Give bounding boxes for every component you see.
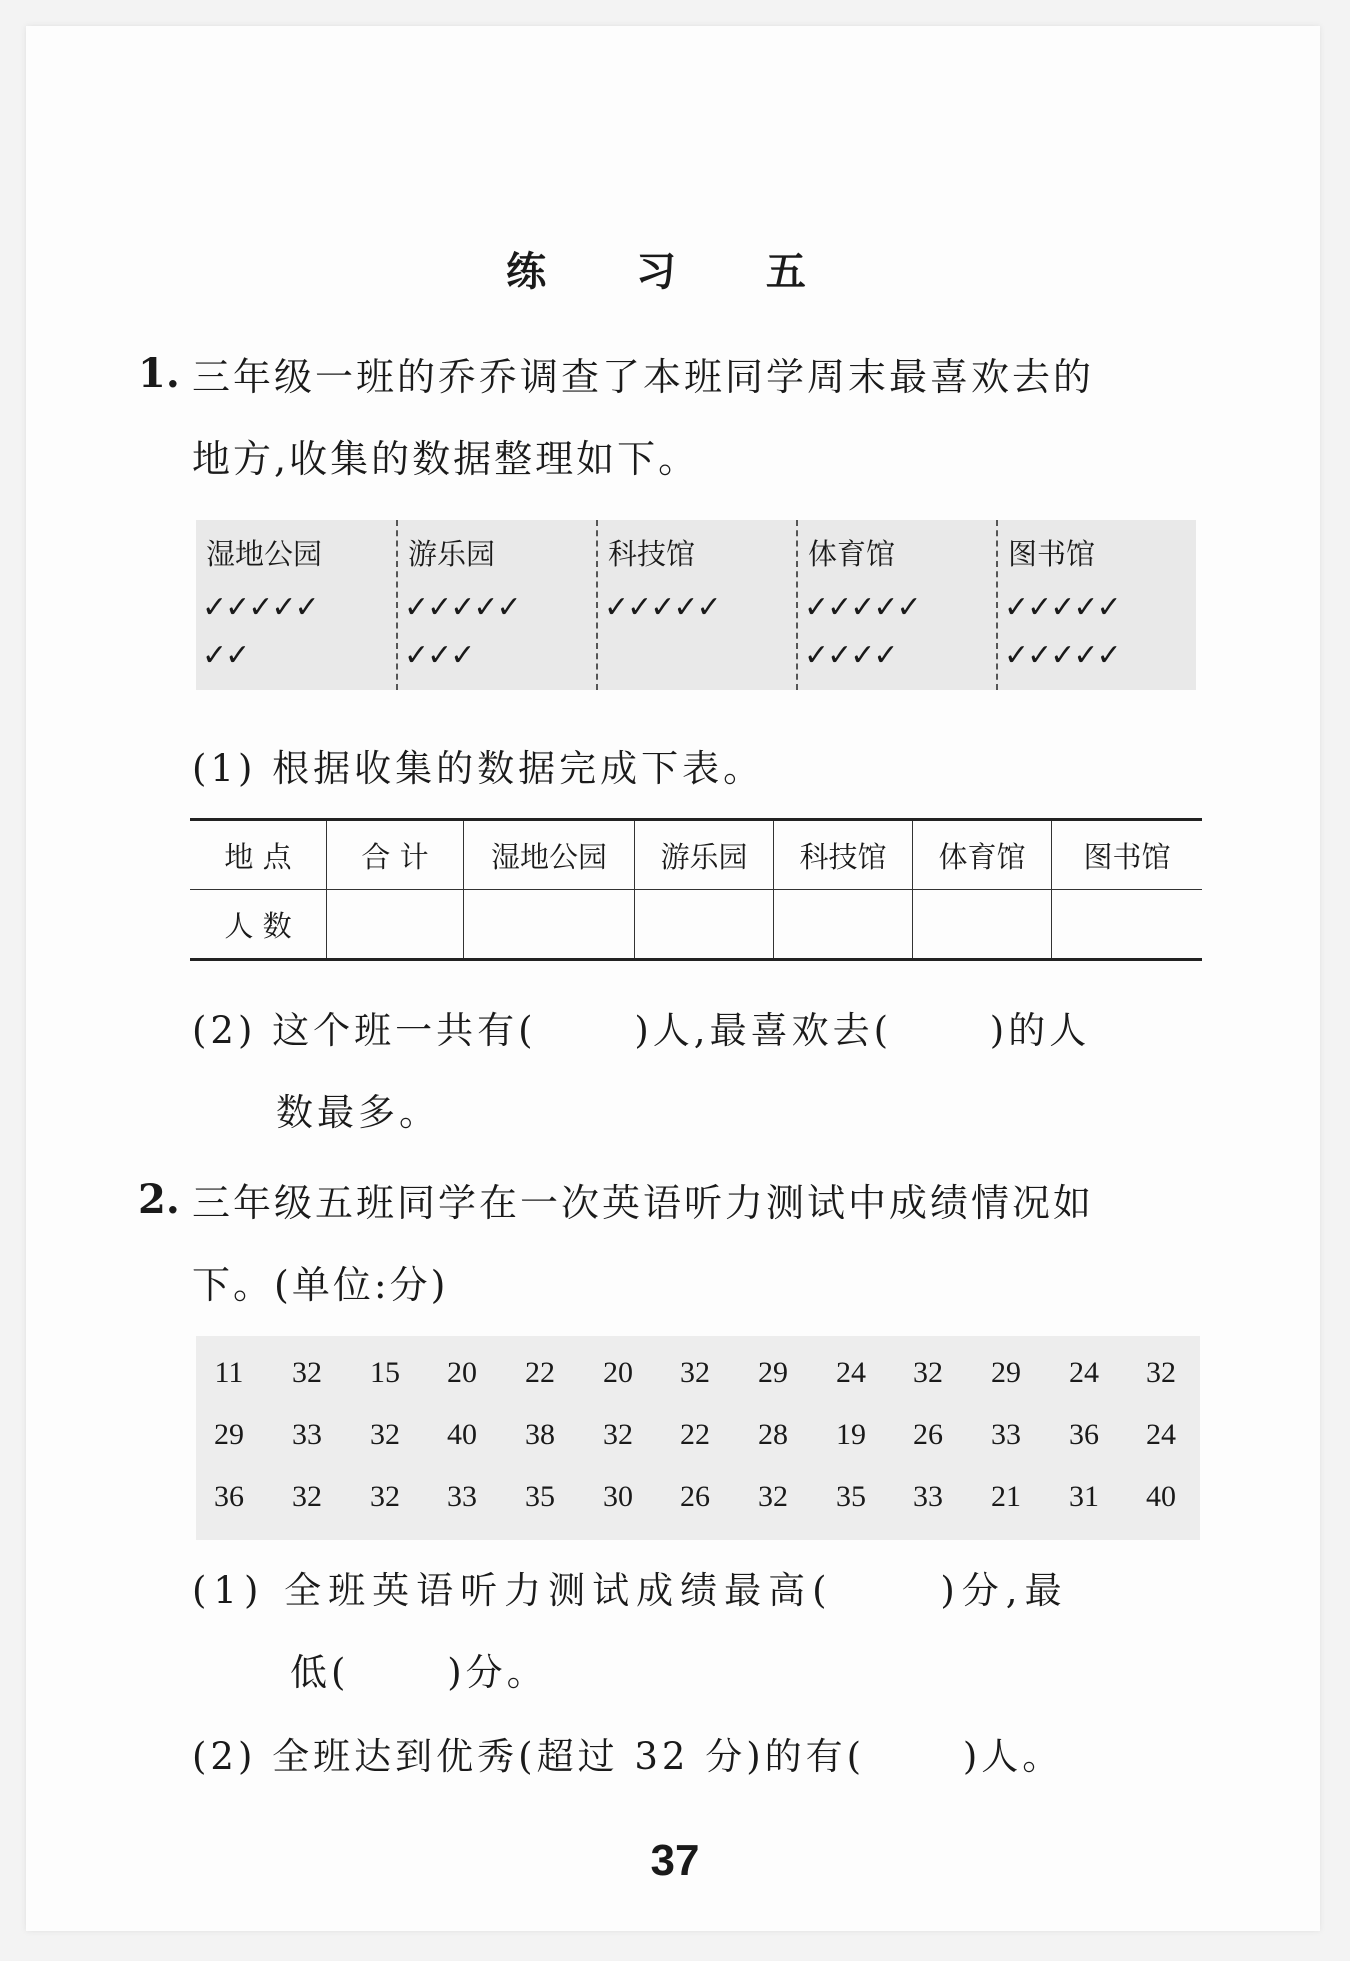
table-header-cell: 游乐园 xyxy=(635,820,774,890)
survey-place-name: 湿地公园 xyxy=(206,537,323,571)
score-value: 29 xyxy=(758,1356,788,1389)
survey-place-name: 体育馆 xyxy=(808,537,896,571)
score-value: 36 xyxy=(214,1480,244,1513)
survey-column xyxy=(996,520,1198,690)
score-value: 32 xyxy=(292,1356,322,1389)
tally-marks: ✓✓✓✓✓ xyxy=(1004,590,1120,625)
score-value: 19 xyxy=(836,1418,866,1451)
question-2-text-line1: 三年级五班同学在一次英语听力测试中成绩情况如 xyxy=(192,1181,1095,1225)
tally-marks: ✓✓✓✓✓ xyxy=(1004,638,1120,673)
question-1-text-line1: 三年级一班的乔乔调查了本班同学周末最喜欢去的 xyxy=(192,355,1095,399)
question-1-part-2-line2: 数最多。 xyxy=(276,1091,440,1134)
score-value: 32 xyxy=(370,1480,400,1513)
score-value: 32 xyxy=(603,1418,633,1451)
answer-cell[interactable] xyxy=(635,890,774,960)
score-value: 35 xyxy=(525,1480,555,1513)
worksheet-page xyxy=(26,26,1320,1931)
score-value: 40 xyxy=(447,1418,477,1451)
summary-table xyxy=(190,818,1202,961)
score-value: 29 xyxy=(214,1418,244,1451)
question-2-number: 2. xyxy=(138,1176,180,1223)
question-2-part-1-line1: (1) 全班英语听力测试成绩最高( )分,最 xyxy=(192,1569,1069,1612)
tally-marks: ✓✓✓✓✓ xyxy=(604,590,720,625)
score-value: 22 xyxy=(680,1418,710,1451)
answer-cell[interactable] xyxy=(464,890,635,960)
tally-marks: ✓✓✓✓✓ xyxy=(404,590,520,625)
score-value: 36 xyxy=(1069,1418,1099,1451)
survey-place-name: 科技馆 xyxy=(608,537,696,571)
score-value: 20 xyxy=(603,1356,633,1389)
score-value: 32 xyxy=(913,1356,943,1389)
score-value: 24 xyxy=(1146,1418,1176,1451)
score-value: 24 xyxy=(1069,1356,1099,1389)
tally-marks: ✓✓✓✓✓ xyxy=(202,590,318,625)
answer-cell[interactable] xyxy=(913,890,1052,960)
score-value: 33 xyxy=(447,1480,477,1513)
question-1-part-2-line1: (2) 这个班一共有( )人,最喜欢去( )的人 xyxy=(192,1009,1091,1052)
score-value: 28 xyxy=(758,1418,788,1451)
score-value: 11 xyxy=(214,1356,244,1389)
survey-place-name: 图书馆 xyxy=(1008,537,1096,571)
score-row xyxy=(196,1356,1200,1412)
table-header-cell: 图书馆 xyxy=(1052,820,1203,890)
tally-marks: ✓✓✓✓✓ xyxy=(804,590,920,625)
question-2-part-2: (2) 全班达到优秀(超过 32 分)的有( )人。 xyxy=(192,1735,1064,1778)
answer-cell[interactable] xyxy=(774,890,913,960)
score-value: 24 xyxy=(836,1356,866,1389)
score-value: 30 xyxy=(603,1480,633,1513)
score-value: 35 xyxy=(836,1480,866,1513)
score-value: 15 xyxy=(370,1356,400,1389)
score-value: 31 xyxy=(1069,1480,1099,1513)
answer-cell[interactable] xyxy=(327,890,464,960)
table-header-cell: 合 计 xyxy=(327,820,464,890)
tally-marks: ✓✓✓ xyxy=(404,638,474,673)
question-2-part-1-line2: 低( )分。 xyxy=(290,1651,548,1694)
question-2-text-line2: 下。(单位:分) xyxy=(192,1263,449,1307)
score-value: 33 xyxy=(913,1480,943,1513)
table-header-cell: 体育馆 xyxy=(913,820,1052,890)
score-value: 32 xyxy=(758,1480,788,1513)
score-data-box xyxy=(196,1336,1200,1540)
score-value: 26 xyxy=(680,1480,710,1513)
score-value: 33 xyxy=(991,1418,1021,1451)
score-value: 29 xyxy=(991,1356,1021,1389)
score-value: 40 xyxy=(1146,1480,1176,1513)
question-1-text-line2: 地方,收集的数据整理如下。 xyxy=(192,437,700,481)
survey-column xyxy=(596,520,798,690)
table-header-cell: 湿地公园 xyxy=(464,820,635,890)
score-value: 32 xyxy=(680,1356,710,1389)
score-value: 22 xyxy=(525,1356,555,1389)
table-header-cell: 科技馆 xyxy=(774,820,913,890)
tally-marks: ✓✓ xyxy=(202,638,249,673)
table-row xyxy=(190,820,1202,890)
score-value: 21 xyxy=(991,1480,1021,1513)
score-row xyxy=(196,1480,1200,1536)
score-value: 38 xyxy=(525,1418,555,1451)
score-row xyxy=(196,1418,1200,1474)
survey-place-name: 游乐园 xyxy=(408,537,496,571)
score-value: 32 xyxy=(370,1418,400,1451)
page-number: 37 xyxy=(650,1836,700,1885)
survey-column xyxy=(796,520,998,690)
score-value: 20 xyxy=(447,1356,477,1389)
table-row-label: 人 数 xyxy=(190,890,327,960)
survey-column xyxy=(396,520,598,690)
survey-column xyxy=(196,520,396,690)
score-value: 32 xyxy=(1146,1356,1176,1389)
score-value: 33 xyxy=(292,1418,322,1451)
question-1-number: 1. xyxy=(138,350,180,397)
score-value: 32 xyxy=(292,1480,322,1513)
survey-tally-box xyxy=(196,520,1196,690)
score-value: 26 xyxy=(913,1418,943,1451)
tally-marks: ✓✓✓✓ xyxy=(804,638,897,673)
question-1-part-1: (1) 根据收集的数据完成下表。 xyxy=(192,747,765,790)
table-row xyxy=(190,890,1202,960)
page-title: 练 习 五 xyxy=(506,249,844,295)
table-header-cell: 地 点 xyxy=(190,820,327,890)
answer-cell[interactable] xyxy=(1052,890,1203,960)
